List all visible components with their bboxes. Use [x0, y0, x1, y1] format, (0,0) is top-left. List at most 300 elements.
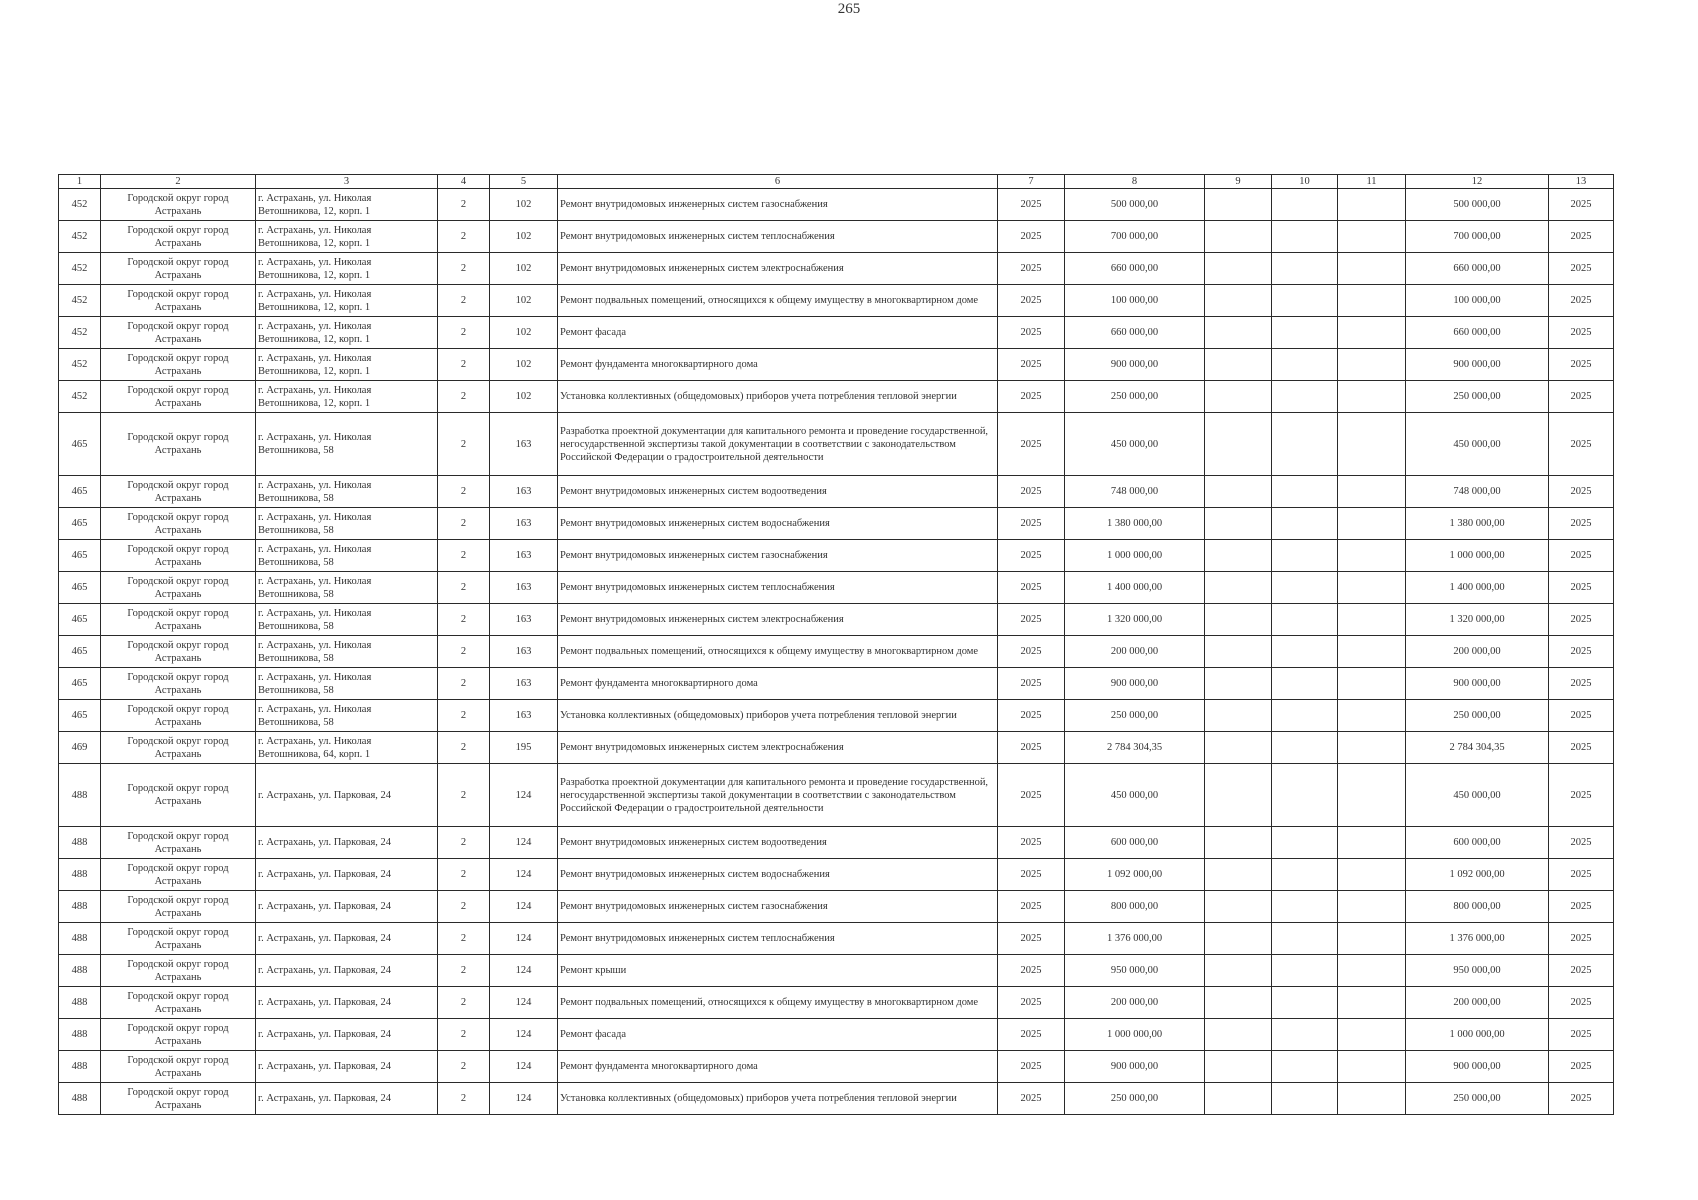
col11-cell: [1338, 891, 1406, 923]
amount-cell: 1 000 000,00: [1065, 540, 1205, 572]
col9-cell: [1205, 923, 1272, 955]
total-amount-cell: 800 000,00: [1406, 891, 1549, 923]
municipality-cell: Городской округ город Астрахань: [101, 987, 256, 1019]
col4-cell: 2: [438, 189, 490, 221]
work-type-cell: Ремонт внутридомовых инженерных систем электроснабжения: [558, 253, 998, 285]
col10-cell: [1272, 668, 1338, 700]
col5-cell: 163: [490, 604, 558, 636]
municipality-cell: Городской округ город Астрахань: [101, 508, 256, 540]
object-id-cell: 465: [59, 700, 101, 732]
table-row: [59, 1019, 1614, 1051]
col9-cell: [1205, 604, 1272, 636]
work-type-cell: Ремонт фундамента многоквартирного дома: [558, 1051, 998, 1083]
year-cell: 2025: [998, 668, 1065, 700]
col5-cell: 102: [490, 253, 558, 285]
column-header: 13: [1549, 175, 1614, 189]
address-cell: г. Астрахань, ул. Николая Ветошникова, 12, корп. 1: [256, 349, 438, 381]
completion-year-cell: 2025: [1549, 891, 1614, 923]
object-id-cell: 452: [59, 317, 101, 349]
col11-cell: [1338, 987, 1406, 1019]
amount-cell: 660 000,00: [1065, 253, 1205, 285]
col5-cell: 124: [490, 1051, 558, 1083]
work-type-cell: Установка коллективных (общедомовых) приборов учета потребления тепловой энергии: [558, 1083, 998, 1115]
total-amount-cell: 700 000,00: [1406, 221, 1549, 253]
completion-year-cell: 2025: [1549, 540, 1614, 572]
object-id-cell: 465: [59, 540, 101, 572]
col10-cell: [1272, 764, 1338, 827]
work-type-cell: Ремонт внутридомовых инженерных систем водоснабжения: [558, 508, 998, 540]
completion-year-cell: 2025: [1549, 317, 1614, 349]
total-amount-cell: 660 000,00: [1406, 317, 1549, 349]
col11-cell: [1338, 189, 1406, 221]
total-amount-cell: 748 000,00: [1406, 476, 1549, 508]
col11-cell: [1338, 827, 1406, 859]
table-row: [59, 317, 1614, 349]
col4-cell: 2: [438, 1083, 490, 1115]
year-cell: 2025: [998, 764, 1065, 827]
col5-cell: 124: [490, 891, 558, 923]
address-cell: г. Астрахань, ул. Парковая, 24: [256, 955, 438, 987]
total-amount-cell: 500 000,00: [1406, 189, 1549, 221]
object-id-cell: 452: [59, 349, 101, 381]
col10-cell: [1272, 987, 1338, 1019]
object-id-cell: 488: [59, 764, 101, 827]
col10-cell: [1272, 955, 1338, 987]
completion-year-cell: 2025: [1549, 987, 1614, 1019]
object-id-cell: 469: [59, 732, 101, 764]
col5-cell: 163: [490, 572, 558, 604]
col5-cell: 102: [490, 221, 558, 253]
col4-cell: 2: [438, 636, 490, 668]
year-cell: 2025: [998, 508, 1065, 540]
col5-cell: 195: [490, 732, 558, 764]
completion-year-cell: 2025: [1549, 1019, 1614, 1051]
total-amount-cell: 200 000,00: [1406, 636, 1549, 668]
total-amount-cell: 2 784 304,35: [1406, 732, 1549, 764]
municipality-cell: Городской округ город Астрахань: [101, 253, 256, 285]
col10-cell: [1272, 572, 1338, 604]
address-cell: г. Астрахань, ул. Парковая, 24: [256, 891, 438, 923]
col4-cell: 2: [438, 349, 490, 381]
col4-cell: 2: [438, 476, 490, 508]
municipality-cell: Городской округ город Астрахань: [101, 891, 256, 923]
total-amount-cell: 1 000 000,00: [1406, 1019, 1549, 1051]
address-cell: г. Астрахань, ул. Парковая, 24: [256, 987, 438, 1019]
work-type-cell: Разработка проектной документации для капитального ремонта и проведение государственной, негосударственной экспертизы такой документации в соответствии с законодательством Российской Федерации о градостроительной деятельности: [558, 764, 998, 827]
col5-cell: 124: [490, 827, 558, 859]
col5-cell: 163: [490, 668, 558, 700]
amount-cell: 660 000,00: [1065, 317, 1205, 349]
column-header: 12: [1406, 175, 1549, 189]
year-cell: 2025: [998, 891, 1065, 923]
year-cell: 2025: [998, 604, 1065, 636]
amount-cell: 450 000,00: [1065, 413, 1205, 476]
table-row: [59, 572, 1614, 604]
object-id-cell: 452: [59, 221, 101, 253]
col9-cell: [1205, 381, 1272, 413]
work-type-cell: Установка коллективных (общедомовых) приборов учета потребления тепловой энергии: [558, 381, 998, 413]
year-cell: 2025: [998, 732, 1065, 764]
municipality-cell: Городской округ город Астрахань: [101, 636, 256, 668]
object-id-cell: 465: [59, 476, 101, 508]
amount-cell: 250 000,00: [1065, 1083, 1205, 1115]
completion-year-cell: 2025: [1549, 476, 1614, 508]
completion-year-cell: 2025: [1549, 349, 1614, 381]
table-row: [59, 764, 1614, 827]
col9-cell: [1205, 285, 1272, 317]
page-number: 265: [837, 1, 861, 17]
col10-cell: [1272, 476, 1338, 508]
work-type-cell: Ремонт внутридомовых инженерных систем теплоснабжения: [558, 221, 998, 253]
address-cell: г. Астрахань, ул. Николая Ветошникова, 58: [256, 668, 438, 700]
col9-cell: [1205, 955, 1272, 987]
address-cell: г. Астрахань, ул. Парковая, 24: [256, 1019, 438, 1051]
col10-cell: [1272, 189, 1338, 221]
col9-cell: [1205, 827, 1272, 859]
municipality-cell: Городской округ город Астрахань: [101, 381, 256, 413]
col11-cell: [1338, 1083, 1406, 1115]
col5-cell: 102: [490, 317, 558, 349]
amount-cell: 950 000,00: [1065, 955, 1205, 987]
col4-cell: 2: [438, 253, 490, 285]
year-cell: 2025: [998, 1051, 1065, 1083]
amount-cell: 748 000,00: [1065, 476, 1205, 508]
municipality-cell: Городской округ город Астрахань: [101, 955, 256, 987]
object-id-cell: 488: [59, 987, 101, 1019]
col5-cell: 163: [490, 413, 558, 476]
work-type-cell: Ремонт фасада: [558, 317, 998, 349]
table-row: [59, 508, 1614, 540]
total-amount-cell: 900 000,00: [1406, 1051, 1549, 1083]
col11-cell: [1338, 636, 1406, 668]
table-row: [59, 955, 1614, 987]
object-id-cell: 465: [59, 572, 101, 604]
amount-cell: 1 320 000,00: [1065, 604, 1205, 636]
municipality-cell: Городской округ город Астрахань: [101, 349, 256, 381]
address-cell: г. Астрахань, ул. Николая Ветошникова, 58: [256, 700, 438, 732]
object-id-cell: 488: [59, 859, 101, 891]
municipality-cell: Городской округ город Астрахань: [101, 285, 256, 317]
year-cell: 2025: [998, 221, 1065, 253]
address-cell: г. Астрахань, ул. Николая Ветошникова, 12, корп. 1: [256, 189, 438, 221]
total-amount-cell: 250 000,00: [1406, 1083, 1549, 1115]
amount-cell: 250 000,00: [1065, 381, 1205, 413]
completion-year-cell: 2025: [1549, 732, 1614, 764]
object-id-cell: 488: [59, 1083, 101, 1115]
amount-cell: 200 000,00: [1065, 987, 1205, 1019]
object-id-cell: 452: [59, 285, 101, 317]
address-cell: г. Астрахань, ул. Николая Ветошникова, 58: [256, 572, 438, 604]
total-amount-cell: 1 400 000,00: [1406, 572, 1549, 604]
col9-cell: [1205, 987, 1272, 1019]
col5-cell: 163: [490, 508, 558, 540]
completion-year-cell: 2025: [1549, 764, 1614, 827]
amount-cell: 600 000,00: [1065, 827, 1205, 859]
object-id-cell: 488: [59, 1019, 101, 1051]
col4-cell: 2: [438, 381, 490, 413]
work-type-cell: Ремонт внутридомовых инженерных систем водоснабжения: [558, 859, 998, 891]
total-amount-cell: 450 000,00: [1406, 764, 1549, 827]
work-type-cell: Установка коллективных (общедомовых) приборов учета потребления тепловой энергии: [558, 700, 998, 732]
work-type-cell: Ремонт подвальных помещений, относящихся к общему имуществу в многоквартирном доме: [558, 285, 998, 317]
table-row: [59, 476, 1614, 508]
col11-cell: [1338, 1019, 1406, 1051]
col11-cell: [1338, 572, 1406, 604]
col4-cell: 2: [438, 285, 490, 317]
year-cell: 2025: [998, 636, 1065, 668]
amount-cell: 1 000 000,00: [1065, 1019, 1205, 1051]
municipality-cell: Городской округ город Астрахань: [101, 668, 256, 700]
col11-cell: [1338, 604, 1406, 636]
object-id-cell: 488: [59, 891, 101, 923]
total-amount-cell: 1 320 000,00: [1406, 604, 1549, 636]
col10-cell: [1272, 732, 1338, 764]
col5-cell: 102: [490, 189, 558, 221]
col4-cell: 2: [438, 317, 490, 349]
address-cell: г. Астрахань, ул. Николая Ветошникова, 12, корп. 1: [256, 381, 438, 413]
year-cell: 2025: [998, 955, 1065, 987]
year-cell: 2025: [998, 859, 1065, 891]
col9-cell: [1205, 476, 1272, 508]
col11-cell: [1338, 668, 1406, 700]
municipality-cell: Городской округ город Астрахань: [101, 189, 256, 221]
col10-cell: [1272, 508, 1338, 540]
column-header: 11: [1338, 175, 1406, 189]
table-row: [59, 604, 1614, 636]
object-id-cell: 488: [59, 923, 101, 955]
col5-cell: 163: [490, 636, 558, 668]
col10-cell: [1272, 285, 1338, 317]
col10-cell: [1272, 381, 1338, 413]
col10-cell: [1272, 1019, 1338, 1051]
col9-cell: [1205, 221, 1272, 253]
table-row: [59, 987, 1614, 1019]
municipality-cell: Городской округ город Астрахань: [101, 1051, 256, 1083]
total-amount-cell: 1 380 000,00: [1406, 508, 1549, 540]
column-header: 1: [59, 175, 101, 189]
work-type-cell: Ремонт фундамента многоквартирного дома: [558, 668, 998, 700]
total-amount-cell: 900 000,00: [1406, 668, 1549, 700]
col4-cell: 2: [438, 891, 490, 923]
completion-year-cell: 2025: [1549, 1083, 1614, 1115]
year-cell: 2025: [998, 317, 1065, 349]
col10-cell: [1272, 827, 1338, 859]
column-header: 10: [1272, 175, 1338, 189]
amount-cell: 1 400 000,00: [1065, 572, 1205, 604]
object-id-cell: 452: [59, 253, 101, 285]
object-id-cell: 488: [59, 827, 101, 859]
col9-cell: [1205, 508, 1272, 540]
total-amount-cell: 200 000,00: [1406, 987, 1549, 1019]
year-cell: 2025: [998, 1019, 1065, 1051]
col10-cell: [1272, 859, 1338, 891]
municipality-cell: Городской округ город Астрахань: [101, 604, 256, 636]
col5-cell: 124: [490, 987, 558, 1019]
table-row: [59, 1051, 1614, 1083]
municipality-cell: Городской округ город Астрахань: [101, 764, 256, 827]
column-header: 2: [101, 175, 256, 189]
object-id-cell: 465: [59, 604, 101, 636]
total-amount-cell: 600 000,00: [1406, 827, 1549, 859]
col10-cell: [1272, 700, 1338, 732]
column-header: 6: [558, 175, 998, 189]
year-cell: 2025: [998, 572, 1065, 604]
col11-cell: [1338, 413, 1406, 476]
total-amount-cell: 250 000,00: [1406, 381, 1549, 413]
completion-year-cell: 2025: [1549, 604, 1614, 636]
completion-year-cell: 2025: [1549, 508, 1614, 540]
address-cell: г. Астрахань, ул. Парковая, 24: [256, 859, 438, 891]
year-cell: 2025: [998, 987, 1065, 1019]
amount-cell: 900 000,00: [1065, 349, 1205, 381]
table-row: [59, 732, 1614, 764]
col11-cell: [1338, 221, 1406, 253]
col11-cell: [1338, 859, 1406, 891]
work-type-cell: Ремонт внутридомовых инженерных систем газоснабжения: [558, 540, 998, 572]
col9-cell: [1205, 859, 1272, 891]
completion-year-cell: 2025: [1549, 827, 1614, 859]
municipality-cell: Городской округ город Астрахань: [101, 700, 256, 732]
municipality-cell: Городской округ город Астрахань: [101, 221, 256, 253]
amount-cell: 900 000,00: [1065, 1051, 1205, 1083]
total-amount-cell: 1 000 000,00: [1406, 540, 1549, 572]
col10-cell: [1272, 923, 1338, 955]
col9-cell: [1205, 1083, 1272, 1115]
address-cell: г. Астрахань, ул. Николая Ветошникова, 58: [256, 413, 438, 476]
amount-cell: 250 000,00: [1065, 700, 1205, 732]
address-cell: г. Астрахань, ул. Николая Ветошникова, 58: [256, 508, 438, 540]
col4-cell: 2: [438, 540, 490, 572]
amount-cell: 100 000,00: [1065, 285, 1205, 317]
col10-cell: [1272, 317, 1338, 349]
year-cell: 2025: [998, 540, 1065, 572]
table-row: [59, 1083, 1614, 1115]
completion-year-cell: 2025: [1549, 381, 1614, 413]
table-row: [59, 189, 1614, 221]
address-cell: г. Астрахань, ул. Парковая, 24: [256, 764, 438, 827]
address-cell: г. Астрахань, ул. Николая Ветошникова, 12, корп. 1: [256, 253, 438, 285]
col5-cell: 102: [490, 349, 558, 381]
column-header: 4: [438, 175, 490, 189]
year-cell: 2025: [998, 413, 1065, 476]
table-row: [59, 700, 1614, 732]
col9-cell: [1205, 668, 1272, 700]
year-cell: 2025: [998, 827, 1065, 859]
year-cell: 2025: [998, 700, 1065, 732]
object-id-cell: 465: [59, 508, 101, 540]
col10-cell: [1272, 253, 1338, 285]
col10-cell: [1272, 891, 1338, 923]
year-cell: 2025: [998, 253, 1065, 285]
col11-cell: [1338, 476, 1406, 508]
work-register-table: [58, 174, 1614, 1115]
completion-year-cell: 2025: [1549, 636, 1614, 668]
table-row: [59, 285, 1614, 317]
col4-cell: 2: [438, 859, 490, 891]
col11-cell: [1338, 955, 1406, 987]
work-type-cell: Ремонт внутридомовых инженерных систем электроснабжения: [558, 604, 998, 636]
col9-cell: [1205, 764, 1272, 827]
municipality-cell: Городской округ город Астрахань: [101, 1083, 256, 1115]
address-cell: г. Астрахань, ул. Парковая, 24: [256, 923, 438, 955]
col4-cell: 2: [438, 508, 490, 540]
col9-cell: [1205, 700, 1272, 732]
col11-cell: [1338, 349, 1406, 381]
col10-cell: [1272, 349, 1338, 381]
amount-cell: 200 000,00: [1065, 636, 1205, 668]
object-id-cell: 488: [59, 955, 101, 987]
total-amount-cell: 250 000,00: [1406, 700, 1549, 732]
completion-year-cell: 2025: [1549, 955, 1614, 987]
amount-cell: 1 380 000,00: [1065, 508, 1205, 540]
table-row: [59, 253, 1614, 285]
completion-year-cell: 2025: [1549, 413, 1614, 476]
address-cell: г. Астрахань, ул. Николая Ветошникова, 12, корп. 1: [256, 317, 438, 349]
work-type-cell: Ремонт внутридомовых инженерных систем теплоснабжения: [558, 923, 998, 955]
col4-cell: 2: [438, 764, 490, 827]
col5-cell: 124: [490, 1019, 558, 1051]
col11-cell: [1338, 381, 1406, 413]
column-header: 8: [1065, 175, 1205, 189]
work-type-cell: Ремонт внутридомовых инженерных систем водоотведения: [558, 476, 998, 508]
total-amount-cell: 900 000,00: [1406, 349, 1549, 381]
col10-cell: [1272, 413, 1338, 476]
table-row: [59, 923, 1614, 955]
municipality-cell: Городской округ город Астрахань: [101, 572, 256, 604]
municipality-cell: Городской округ город Астрахань: [101, 732, 256, 764]
col4-cell: 2: [438, 827, 490, 859]
year-cell: 2025: [998, 476, 1065, 508]
col5-cell: 124: [490, 859, 558, 891]
table-row: [59, 540, 1614, 572]
municipality-cell: Городской округ город Астрахань: [101, 413, 256, 476]
col11-cell: [1338, 508, 1406, 540]
amount-cell: 2 784 304,35: [1065, 732, 1205, 764]
municipality-cell: Городской округ город Астрахань: [101, 1019, 256, 1051]
col10-cell: [1272, 221, 1338, 253]
address-cell: г. Астрахань, ул. Парковая, 24: [256, 1051, 438, 1083]
col5-cell: 124: [490, 923, 558, 955]
amount-cell: 1 376 000,00: [1065, 923, 1205, 955]
object-id-cell: 465: [59, 413, 101, 476]
table-row: [59, 668, 1614, 700]
table-row: [59, 636, 1614, 668]
amount-cell: 450 000,00: [1065, 764, 1205, 827]
col9-cell: [1205, 636, 1272, 668]
col4-cell: 2: [438, 955, 490, 987]
table-row: [59, 413, 1614, 476]
total-amount-cell: 660 000,00: [1406, 253, 1549, 285]
col9-cell: [1205, 349, 1272, 381]
col11-cell: [1338, 732, 1406, 764]
total-amount-cell: 450 000,00: [1406, 413, 1549, 476]
column-header: 3: [256, 175, 438, 189]
completion-year-cell: 2025: [1549, 572, 1614, 604]
col4-cell: 2: [438, 923, 490, 955]
total-amount-cell: 100 000,00: [1406, 285, 1549, 317]
address-cell: г. Астрахань, ул. Николая Ветошникова, 64, корп. 1: [256, 732, 438, 764]
municipality-cell: Городской округ город Астрахань: [101, 476, 256, 508]
col5-cell: 102: [490, 285, 558, 317]
col11-cell: [1338, 285, 1406, 317]
col9-cell: [1205, 413, 1272, 476]
address-cell: г. Астрахань, ул. Николая Ветошникова, 58: [256, 636, 438, 668]
amount-cell: 700 000,00: [1065, 221, 1205, 253]
col11-cell: [1338, 700, 1406, 732]
work-type-cell: Ремонт внутридомовых инженерных систем газоснабжения: [558, 891, 998, 923]
amount-cell: 500 000,00: [1065, 189, 1205, 221]
completion-year-cell: 2025: [1549, 189, 1614, 221]
